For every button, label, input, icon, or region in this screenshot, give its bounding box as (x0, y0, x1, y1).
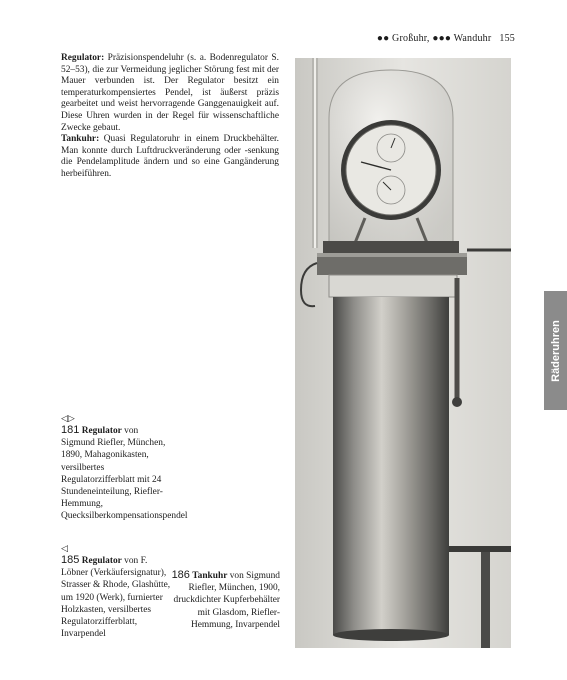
side-tab-label: Räderuhren (549, 319, 562, 382)
caption-text: von F. Löbner (Verkäufersignatur), Strasser & Rhode, Glashütte, um 1920 (Werk), furnierter Holzkasten, versilbertes Regulatorzifferblatt, Invarpendel (61, 556, 171, 640)
caption-title: Regulator (81, 556, 122, 566)
caption-185 (61, 544, 171, 640)
caption-number: 185 (61, 554, 80, 566)
wall-bracket (449, 546, 511, 552)
caption-pointer-arrow: ◁ (61, 544, 68, 554)
regulator-definition-text: Präzisionspendeluhr (s. a. Bodenregulator S. 52–53), die zur Vermeidung jeglicher Störung fest mit der Mauer verbunden ist. Der Regulator besitzt ein temperaturkompensiertes Pendel, ist äußerst präzis gearbeitet und weist hervorragende Ganggenauigkeit auf. Diese Uhren wurden in der Regel für wissenschaftliche Zwecke gebaut. (61, 53, 279, 133)
caption-number: 181 (61, 424, 80, 436)
caption-title: Tankuhr (192, 571, 228, 581)
tankuhr-term: Tankuhr: (61, 134, 100, 145)
tankuhr-photo (295, 58, 511, 648)
header-text: ●● Großuhr, ●●● Wanduhr (376, 33, 492, 44)
caption-181 (61, 414, 188, 523)
regulator-definition (61, 53, 279, 134)
caption-pointer-arrows: ◁▷ (61, 414, 75, 424)
caption-number: 186 (171, 569, 190, 581)
caption-186 (168, 569, 280, 631)
copper-cylinder (333, 297, 449, 635)
intro-text-block (61, 53, 279, 181)
running-header (377, 33, 515, 44)
regulator-term: Regulator: (61, 53, 105, 63)
caption-title: Regulator (81, 426, 122, 436)
tankuhr-definition-text: Quasi Regulatoruhr in einem Druckbehälter. Man konnte durch Luftdruckveränderung oder -senkung die Pendelamplitude ändern und so eine Gangänderung herbeiführen. (61, 134, 279, 179)
caption-text: von Sigmund Riefler, München, 1890, Mahagonikasten, versilbertes Regulatorzifferblatt mit 24 Stundeneinteilung, Riefler-Hemmung, Quecksilberkompensationspendel (61, 426, 188, 522)
tank-clock-illustration (295, 58, 511, 648)
top-plate (323, 241, 459, 253)
page-number: 155 (499, 33, 515, 44)
collar (329, 275, 457, 297)
side-thumb-tab (544, 291, 567, 410)
tankuhr-definition (61, 134, 279, 180)
bracket-post (481, 552, 490, 648)
caption-text: von Sigmund Riefler, München, 1900, druckdichter Kupferbehälter mit Glasdom, Riefler-Hemmung, Invarpendel (173, 571, 280, 630)
